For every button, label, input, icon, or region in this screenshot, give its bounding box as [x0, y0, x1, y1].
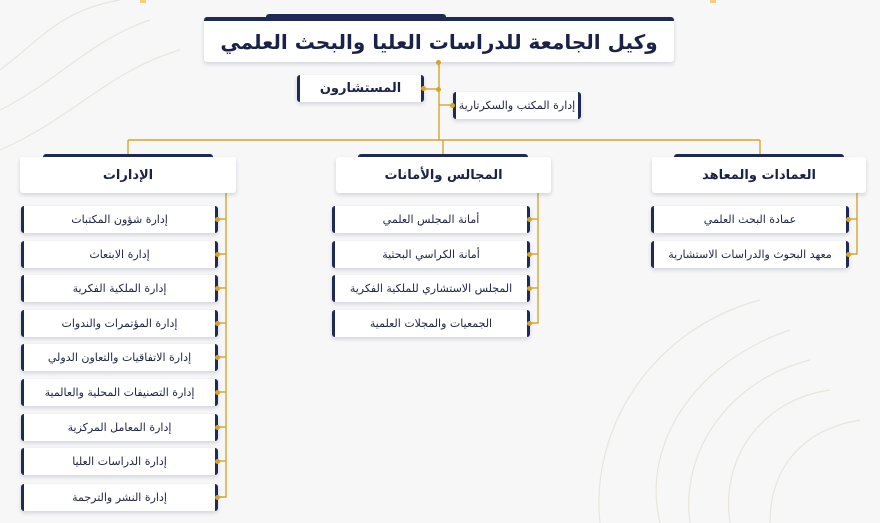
department-item: إدارة النشر والترجمة: [21, 484, 218, 511]
connector-dot: [846, 252, 851, 257]
root-node: وكيل الجامعة للدراسات العليا والبحث العلمي: [204, 17, 674, 62]
advisors-node: المستشارون: [297, 75, 424, 102]
council-item: الجمعيات والمجلات العلمية: [332, 310, 530, 337]
connector-dot: [846, 217, 851, 222]
connector-dot: [215, 459, 220, 464]
connector-dot: [215, 355, 220, 360]
council-item: أمانة الكراسي البحثية: [332, 241, 530, 268]
connector-dot: [436, 60, 441, 65]
department-item: إدارة المؤتمرات والندوات: [21, 310, 218, 337]
connector-dot: [215, 495, 220, 500]
connector-dot: [215, 425, 220, 430]
connector-dot: [215, 286, 220, 291]
connector-dot: [215, 217, 220, 222]
deanship-item: عمادة البحث العلمي: [651, 206, 849, 233]
connector-dot: [527, 252, 532, 257]
connector-dot: [436, 87, 441, 92]
department-item: إدارة الابتعاث: [21, 241, 218, 268]
connector-dot: [215, 390, 220, 395]
office-node: إدارة المكتب والسكرتارية: [453, 92, 581, 119]
connector-dot: [527, 321, 532, 326]
deanships-header: العمادات والمعاهد: [652, 157, 866, 193]
department-item: إدارة الدراسات العليا: [21, 448, 218, 475]
departments-header: الإدارات: [20, 157, 236, 193]
council-item: أمانة المجلس العلمي: [332, 206, 530, 233]
connector-dot: [527, 286, 532, 291]
connector-dot: [421, 86, 426, 91]
department-item: إدارة الاتفاقيات والتعاون الدولي: [21, 344, 218, 371]
department-item: إدارة التصنيفات المحلية والعالمية: [21, 379, 218, 406]
deanship-item: معهد البحوث والدراسات الاستشارية: [651, 241, 849, 268]
department-item: إدارة الملكية الفكرية: [21, 275, 218, 302]
connector-dot: [527, 217, 532, 222]
department-item: إدارة المعامل المركزية: [21, 414, 218, 441]
council-item: المجلس الاستشاري للملكية الفكرية: [332, 275, 530, 302]
connector-dot: [450, 103, 455, 108]
department-item: إدارة شؤون المكتبات: [21, 206, 218, 233]
connector-dot: [215, 321, 220, 326]
councils-header: المجالس والأمانات: [336, 157, 551, 193]
connector-dot: [215, 252, 220, 257]
